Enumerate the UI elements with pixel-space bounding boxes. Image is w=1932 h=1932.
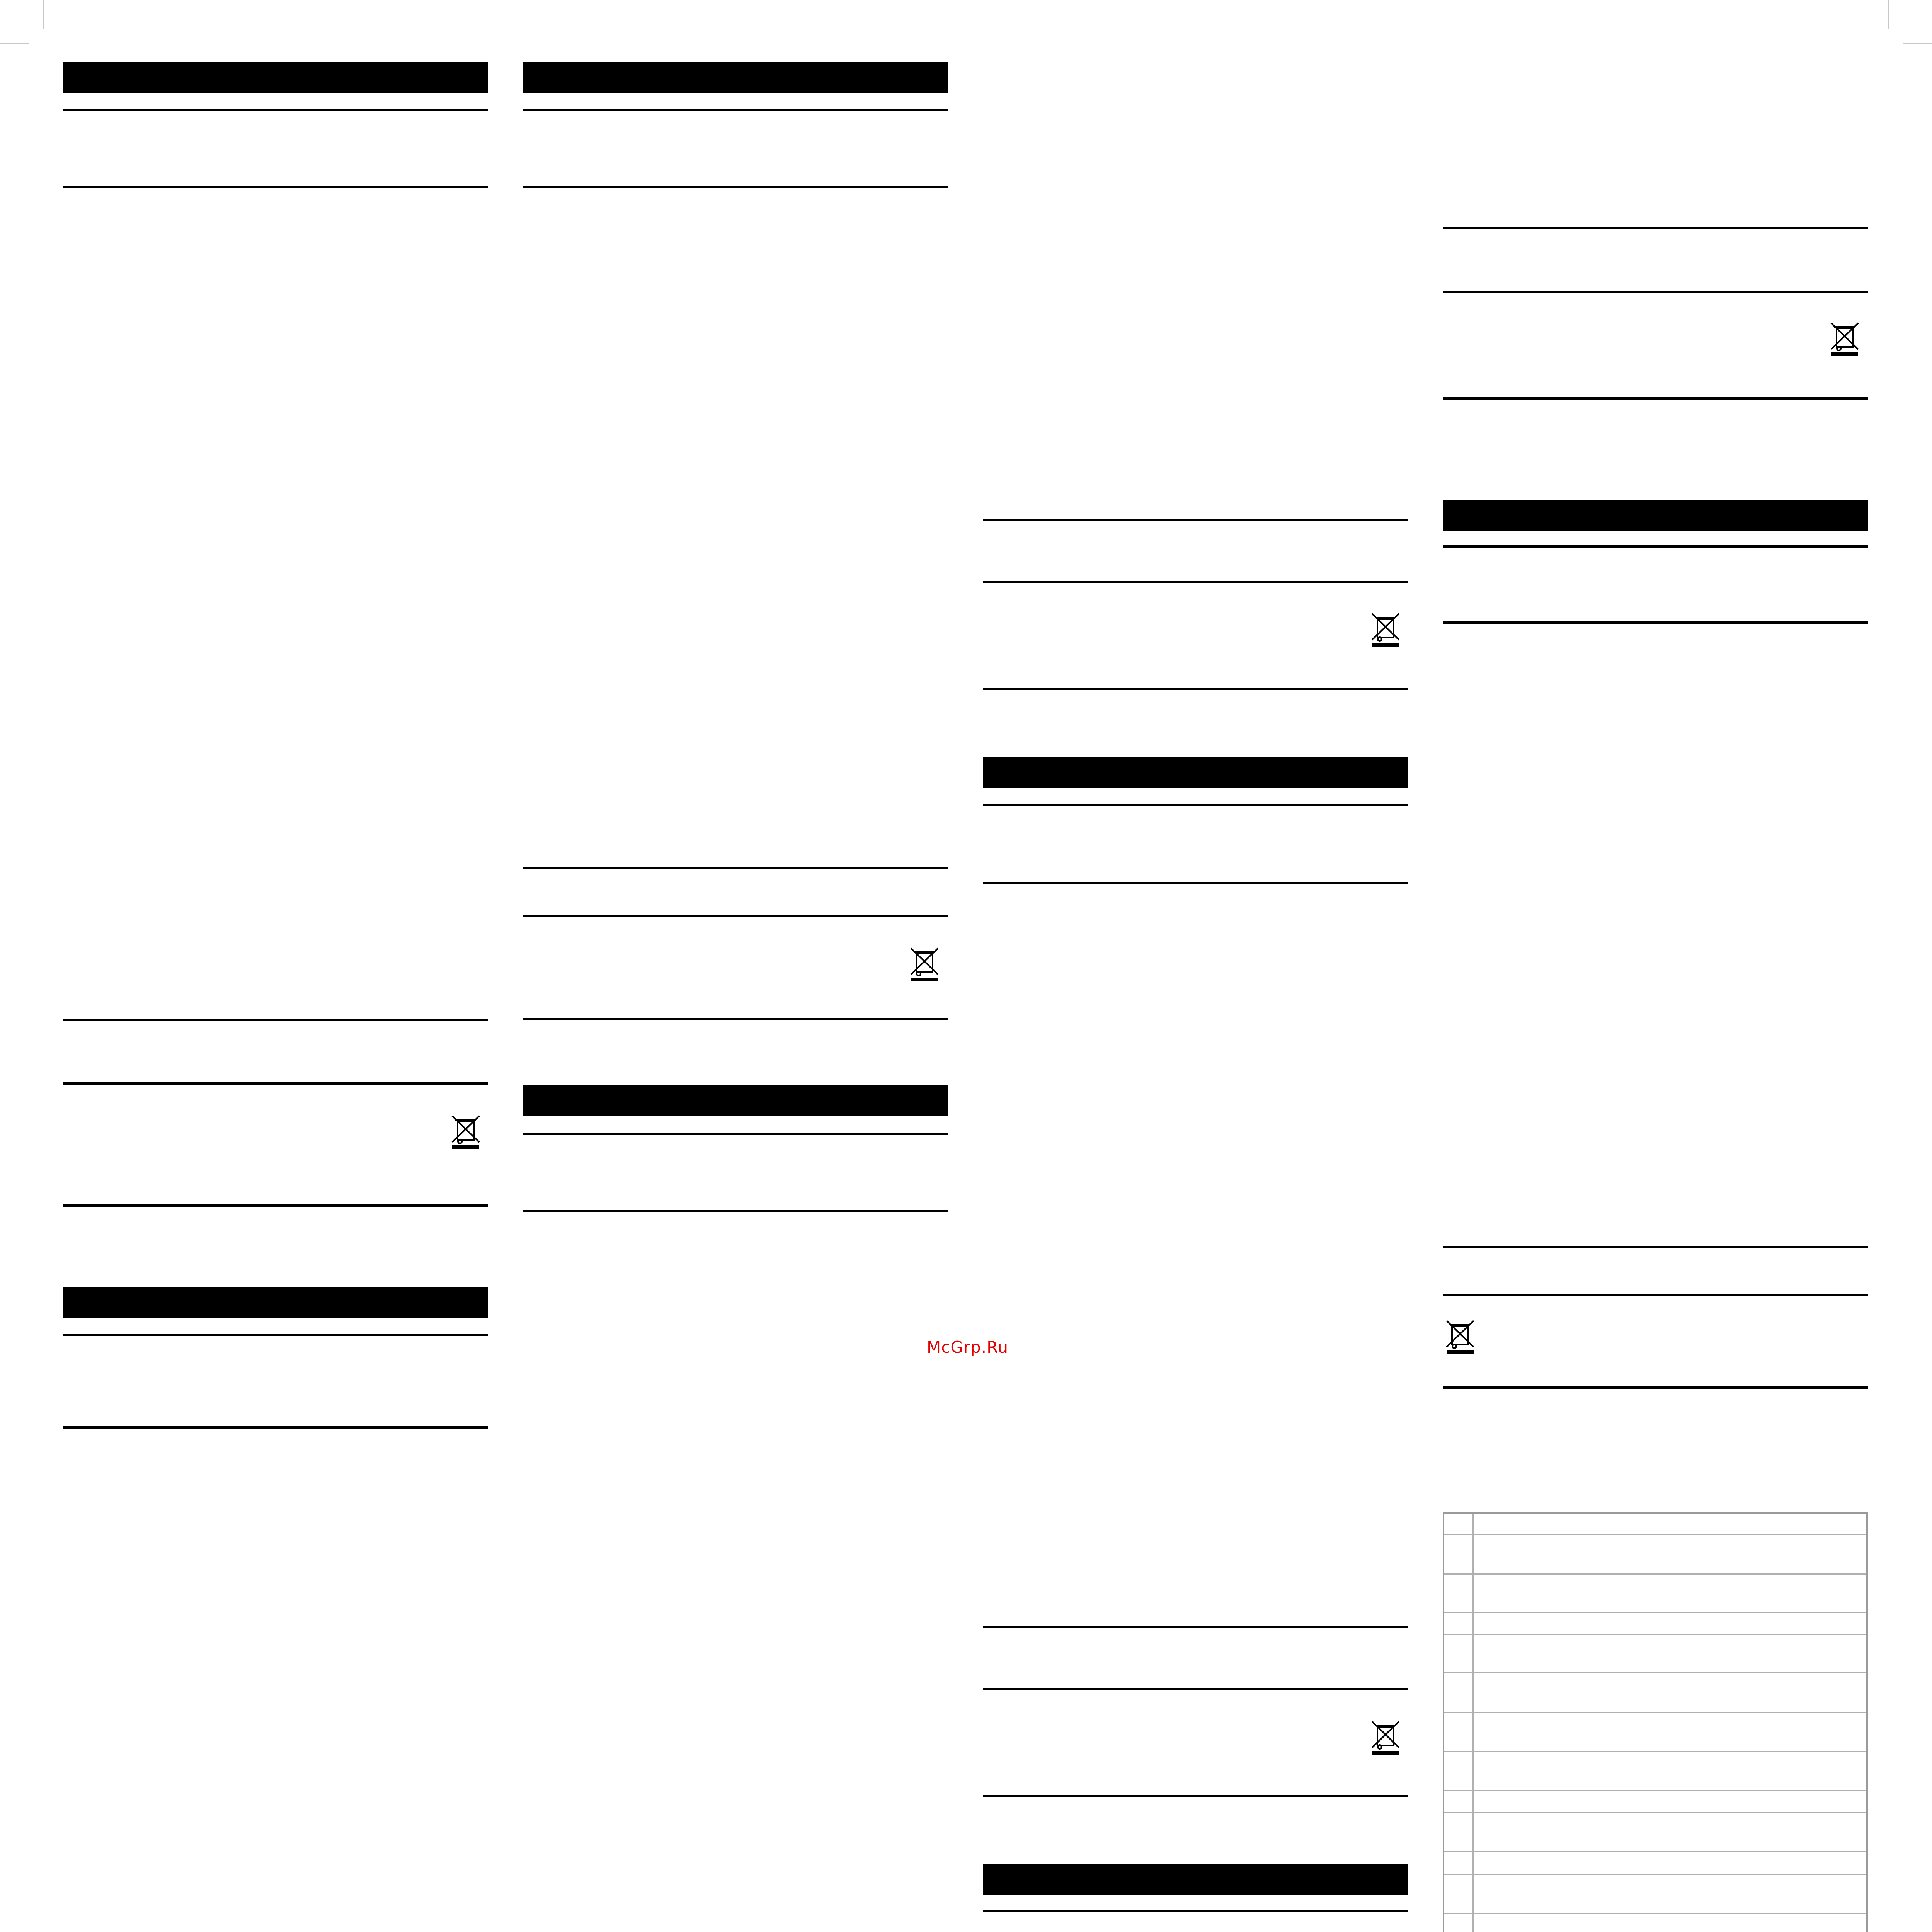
- rule: [983, 688, 1408, 690]
- rule: [63, 109, 488, 111]
- crossed-out-wheelie-bin-icon: [1368, 1718, 1403, 1755]
- rule: [523, 867, 948, 869]
- rule: [1443, 227, 1868, 229]
- table-row-divider: [1444, 1790, 1866, 1791]
- section-heading-bar: [63, 62, 488, 93]
- empty-table: [1443, 1512, 1868, 1932]
- rule: [1443, 291, 1868, 293]
- section-heading-bar: [523, 1085, 948, 1116]
- rule: [983, 1688, 1408, 1690]
- rule: [983, 882, 1408, 884]
- table-row-divider: [1444, 1573, 1866, 1575]
- rule: [63, 1082, 488, 1085]
- rule: [523, 186, 948, 188]
- crossed-out-wheelie-bin-icon: [907, 945, 942, 982]
- section-heading-bar: [1443, 500, 1868, 531]
- crop-mark: [43, 0, 44, 29]
- column-2: [523, 0, 948, 1932]
- crop-mark: [1903, 43, 1932, 44]
- rule: [523, 1133, 948, 1135]
- table-row-divider: [1444, 1874, 1866, 1875]
- rule: [1443, 1294, 1868, 1296]
- rule: [63, 1334, 488, 1336]
- rule: [983, 1626, 1408, 1628]
- rule: [63, 1204, 488, 1207]
- rule: [983, 804, 1408, 806]
- rule: [983, 519, 1408, 521]
- section-heading-bar: [63, 1287, 488, 1318]
- rule: [523, 109, 948, 111]
- rule: [983, 581, 1408, 583]
- rule: [523, 1018, 948, 1020]
- rule: [523, 1210, 948, 1212]
- table-row-divider: [1444, 1672, 1866, 1673]
- section-heading-bar: [983, 1864, 1408, 1895]
- rule: [1443, 397, 1868, 400]
- crossed-out-wheelie-bin-icon: [1368, 611, 1403, 648]
- table-row-divider: [1444, 1851, 1866, 1852]
- table-divider: [1472, 1514, 1474, 1932]
- crossed-out-wheelie-bin-icon: [1443, 1318, 1478, 1355]
- rule: [523, 915, 948, 917]
- rule: [1443, 621, 1868, 624]
- table-row-divider: [1444, 1812, 1866, 1813]
- table-row-divider: [1444, 1634, 1866, 1635]
- column-1: [63, 0, 488, 1932]
- rule: [63, 1426, 488, 1429]
- column-3: [983, 0, 1408, 1932]
- table-row-divider: [1444, 1612, 1866, 1613]
- table-row-divider: [1444, 1913, 1866, 1914]
- rule: [983, 1910, 1408, 1912]
- rule: [1443, 1246, 1868, 1248]
- section-heading-bar: [983, 757, 1408, 788]
- crop-mark: [1888, 0, 1889, 29]
- crossed-out-wheelie-bin-icon: [448, 1113, 483, 1150]
- rule: [63, 186, 488, 188]
- table-row-divider: [1444, 1712, 1866, 1713]
- crop-mark: [0, 43, 29, 44]
- rule: [63, 1019, 488, 1021]
- table-row-divider: [1444, 1534, 1866, 1535]
- table-row-divider: [1444, 1751, 1866, 1752]
- rule: [983, 1795, 1408, 1797]
- rule: [1443, 545, 1868, 548]
- rule: [1443, 1386, 1868, 1389]
- crossed-out-wheelie-bin-icon: [1827, 320, 1862, 357]
- section-heading-bar: [523, 62, 948, 93]
- watermark-text: McGrp.Ru: [927, 1338, 1009, 1357]
